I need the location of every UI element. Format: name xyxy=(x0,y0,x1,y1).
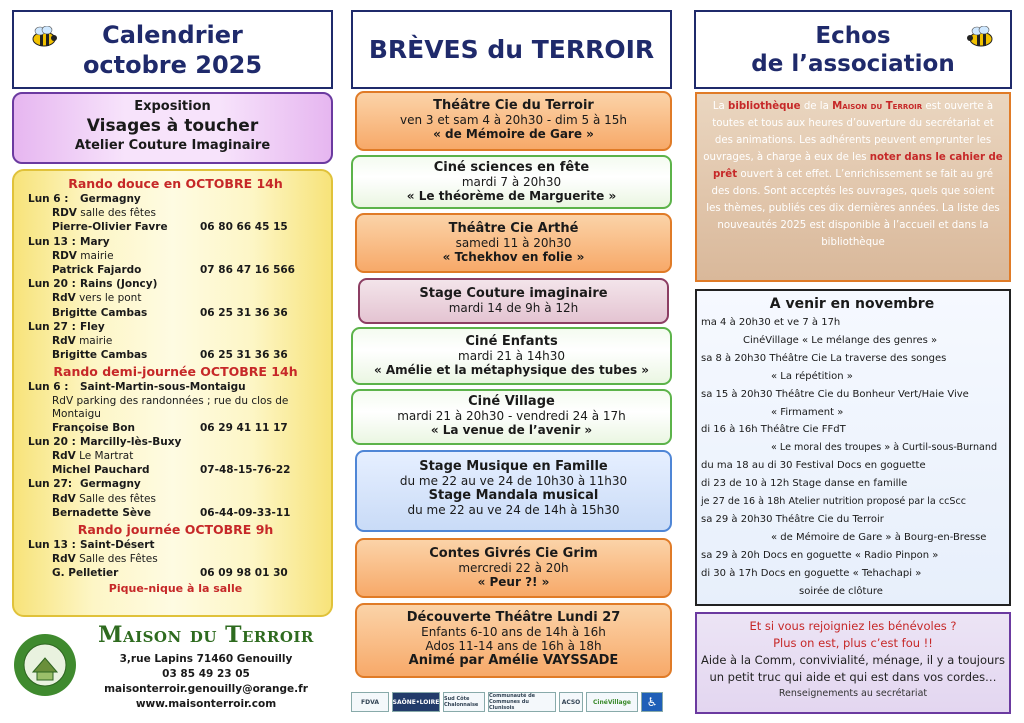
calendar-title-box xyxy=(12,10,333,89)
event-title: Stage Musique en Famille xyxy=(419,459,608,474)
entry-person: Patrick Fajardo xyxy=(52,264,142,277)
entry-day: Lun 20 : xyxy=(28,278,76,291)
entry-person: Bernadette Sève xyxy=(52,506,151,519)
bib-text-4: ouvert à cet effet. L’enrichissement se fait au gré des dons. Sont acceptés les ouvrages, quels que soient les thèmes, publiés ces dix dernières années. La liste des nouveautés 2025 est disponible à l’accueil et dans la bibliothèque xyxy=(706,169,1000,248)
entry-place: Germagny xyxy=(80,478,141,491)
entry-rdv-key: RDV xyxy=(52,207,77,220)
sud-cote-logo: Sud Côte Chalonnaise xyxy=(443,692,485,712)
venir-line: sa 8 à 20h30 Théâtre Cie La traverse des songes xyxy=(701,352,947,364)
rando-douce-heading: Rando douce en OCTOBRE 14h xyxy=(68,176,283,191)
rando-entry xyxy=(28,538,323,581)
expo-title: Visages à toucher xyxy=(86,116,259,136)
a-venir-heading: A venir en novembre xyxy=(769,296,935,312)
entry-rdv: mairie xyxy=(80,249,114,262)
event-subtitle: « de Mémoire de Gare » xyxy=(433,127,594,141)
echos-title-line1: Echos xyxy=(815,23,891,49)
maison-website[interactable]: www.maisonterroir.com xyxy=(135,698,277,710)
event-title: Ciné Village xyxy=(468,394,555,409)
event-date: mercredi 22 à 20h xyxy=(458,561,569,575)
event-subtitle: « Amélie et la métaphysique des tubes » xyxy=(373,363,650,377)
breves-title: BRÈVES du TERROIR xyxy=(368,34,655,64)
entry-phone: 06 09 98 01 30 xyxy=(200,567,288,580)
rando-entry xyxy=(28,235,323,278)
rando-demi-list xyxy=(28,380,323,520)
venir-line: sa 29 à 20h30 Théâtre Cie du Terroir xyxy=(701,513,884,525)
entry-phone: 07 86 47 16 566 xyxy=(200,264,295,277)
entry-day: Lun 27: xyxy=(28,478,73,491)
venir-line: sa 15 à 20h30 Théâtre Cie du Bonheur Vert/Haie Vive xyxy=(701,388,969,400)
calendar-title-line2: octobre 2025 xyxy=(82,51,263,79)
expo-subtitle: Atelier Couture Imaginaire xyxy=(74,138,271,153)
entry-rdv: salle des fêtes xyxy=(80,207,156,220)
benev-line3: Aide à la Comm, convivialité, ménage, il y a toujours xyxy=(700,653,1006,667)
maison-logo xyxy=(12,632,78,698)
event-title-2: Stage Mandala musical xyxy=(428,488,599,503)
event-cine-village xyxy=(351,389,672,445)
bib-text-2: de la xyxy=(800,101,833,112)
venir-line: « Firmament » xyxy=(771,406,844,418)
entry-phone: 06 29 41 11 17 xyxy=(200,421,288,434)
fdva-logo: FDVA xyxy=(351,692,389,712)
entry-phone: 06 25 31 36 36 xyxy=(200,349,288,362)
maison-email[interactable]: maisonterroir.genouilly@orange.fr xyxy=(104,683,308,695)
event-title: Théâtre Cie Arthé xyxy=(448,221,579,236)
entry-place: Fley xyxy=(80,320,105,333)
event-contes-givres xyxy=(355,538,672,598)
entry-place: Germagny xyxy=(80,193,141,205)
rando-entry xyxy=(28,192,323,235)
venir-line: soirée de clôture xyxy=(799,585,883,597)
entry-day: Lun 6 : xyxy=(28,381,69,394)
benevoles-box xyxy=(695,612,1011,714)
entry-rdv-key: RdV xyxy=(52,450,76,463)
event-date: samedi 11 à 20h30 xyxy=(455,236,572,250)
bib-bold-2: Maison du Terroir xyxy=(832,101,923,112)
venir-line: du ma 18 au di 30 Festival Docs en goguette xyxy=(701,460,926,472)
venir-line: ma 4 à 20h30 et ve 7 à 17h xyxy=(701,317,841,328)
entry-day: Lun 6 : xyxy=(28,193,69,205)
event-subtitle: « Peur ?! » xyxy=(477,575,550,589)
event-cine-enfants xyxy=(351,327,672,385)
entry-rdv: vers le pont xyxy=(79,292,142,305)
event-date: Enfants 6-10 ans de 14h à 16h xyxy=(421,625,606,639)
entry-rdv-key: RdV xyxy=(52,292,76,305)
picnic-note: Pique-nique à la salle xyxy=(108,581,243,595)
entry-place: Saint-Martin-sous-Montaigu xyxy=(80,381,246,394)
event-title: Ciné Enfants xyxy=(465,334,558,349)
event-title: Stage Couture imaginaire xyxy=(419,286,608,301)
entry-rdv: parking des randonnées ; rue du clos de Montaigu xyxy=(52,394,289,420)
event-animator: Animé par Amélie VAYSSADE xyxy=(408,653,619,668)
venir-line: sa 29 à 20h Docs en goguette « Radio Pinpon » xyxy=(701,549,939,561)
event-subtitle: « Le théorème de Marguerite » xyxy=(406,189,617,203)
benev-line2: Plus on est, plus c’est fou !! xyxy=(773,636,933,650)
entry-rdv-key: RdV xyxy=(52,553,76,566)
venir-line: « de Mémoire de Gare » à Bourg-en-Bresse xyxy=(771,531,987,543)
event-date-2: du me 22 au ve 24 de 14h à 15h30 xyxy=(407,503,620,517)
venir-line: « La répétition » xyxy=(771,370,853,382)
acso-logo: ACSO xyxy=(559,692,583,712)
entry-place: Rains (Joncy) xyxy=(80,278,158,291)
bibliotheque-box xyxy=(695,92,1011,282)
entry-place: Marcilly-lès-Buxy xyxy=(80,435,182,448)
venir-line: di 23 de 10 à 12h Stage danse en famille xyxy=(701,478,908,490)
rando-douce-list xyxy=(28,192,323,362)
saone-loire-logo: SAÔNE•LOIRE xyxy=(392,692,440,712)
rando-entry xyxy=(28,477,323,520)
entry-person: G. Pelletier xyxy=(52,567,119,580)
maison-name: Maison du Terroir xyxy=(98,622,314,648)
event-stage-musique xyxy=(355,450,672,532)
entry-place: Saint-Désert xyxy=(80,539,155,552)
event-date: mardi 21 à 14h30 xyxy=(458,349,565,363)
benev-line4: un petit truc qui aide et qui est dans vos cordes… xyxy=(709,670,997,684)
event-title: Contes Givrés Cie Grim xyxy=(429,546,598,561)
event-date: mardi 21 à 20h30 - vendredi 24 à 17h xyxy=(397,409,626,423)
venir-line: di 16 à 16h Théâtre Cie FFdT xyxy=(701,424,846,436)
venir-line: « Le moral des troupes » à Curtil-sous-Burnand xyxy=(771,442,998,454)
entry-rdv: Salle des fêtes xyxy=(79,492,156,505)
rando-entry xyxy=(28,380,323,434)
event-stage-couture xyxy=(358,278,669,324)
event-cine-sciences xyxy=(351,155,672,209)
event-date: mardi 7 à 20h30 xyxy=(461,175,562,189)
partner-logos xyxy=(351,690,672,714)
event-subtitle: « Tchekhov en folie » xyxy=(442,250,585,264)
event-title: Découverte Théâtre Lundi 27 xyxy=(406,610,621,625)
entry-rdv: Salle des Fêtes xyxy=(79,553,158,566)
entry-person: Brigitte Cambas xyxy=(52,349,148,362)
entry-place: Mary xyxy=(80,235,110,248)
bib-text-3: est ouverte à toutes et tous aux heures d’ouverture du secrétariat et des animations. Les adhérents peuvent emprunter les ouvrages, à charge à eux de les xyxy=(703,101,994,163)
rando-journee-heading: Rando journée OCTOBRE 9h xyxy=(77,522,274,538)
bee-icon xyxy=(966,26,996,48)
maison-address: 3,rue Lapins 71460 Genouilly xyxy=(119,653,293,665)
bib-bold-1: bibliothèque xyxy=(728,101,801,112)
entry-person: Michel Pauchard xyxy=(52,464,150,477)
event-title: Théâtre Cie du Terroir xyxy=(433,98,594,113)
event-title: Ciné sciences en fête xyxy=(433,160,590,175)
entry-rdv: Le Martrat xyxy=(79,450,134,463)
entry-day: Lun 27 : xyxy=(28,320,76,333)
bee-icon xyxy=(28,26,58,48)
entry-person: Françoise Bon xyxy=(52,421,135,434)
echos-title-box xyxy=(694,10,1012,89)
a-venir-box xyxy=(695,289,1011,606)
bib-bold-3: noter dans le cahier de prêt xyxy=(712,152,1003,180)
exposition-box xyxy=(12,92,333,164)
benev-line1: Et si vous rejoigniez les bénévoles ? xyxy=(749,619,957,633)
entry-day: Lun 13 : xyxy=(28,235,76,248)
entry-phone: 07-48-15-76-22 xyxy=(200,464,291,477)
entry-person: Pierre-Olivier Favre xyxy=(52,221,168,234)
bib-text-1: La xyxy=(712,101,729,112)
entry-phone: 06-44-09-33-11 xyxy=(200,506,291,519)
rando-demi-heading: Rando demi-journée OCTOBRE 14h xyxy=(53,364,298,380)
communaute-logo: Communauté de Communes du Clunisois xyxy=(488,692,556,712)
entry-person: Brigitte Cambas xyxy=(52,306,148,319)
echos-title-line2: de l’association xyxy=(751,51,955,77)
maison-phone: 03 85 49 23 05 xyxy=(162,668,250,680)
entry-rdv-key: RdV xyxy=(52,394,74,407)
event-date: ven 3 et sam 4 à 20h30 - dim 5 à 15h xyxy=(399,113,628,127)
entry-rdv-key: RDV xyxy=(52,249,77,262)
venir-line: di 30 à 17h Docs en goguette « Tehachapi » xyxy=(701,567,922,579)
entry-day: Lun 20 : xyxy=(28,435,76,448)
entry-rdv-key: RdV xyxy=(52,335,76,348)
entry-phone: 06 80 66 45 15 xyxy=(200,221,288,234)
event-date-2: Ados 11-14 ans de 16h à 18h xyxy=(425,639,602,653)
entry-rdv: mairie xyxy=(79,335,113,348)
rando-entry xyxy=(28,435,323,478)
entry-phone: 06 25 31 36 36 xyxy=(200,306,288,319)
rando-entry xyxy=(28,277,323,320)
benev-line5: Renseignements au secrétariat xyxy=(778,688,928,699)
entry-day: Lun 13 : xyxy=(28,539,76,552)
entry-rdv-key: RdV xyxy=(52,492,76,505)
event-date: du me 22 au ve 24 de 10h30 à 11h30 xyxy=(399,474,628,488)
accessibility-icon: ♿ xyxy=(641,692,663,712)
event-subtitle: « La venue de l’avenir » xyxy=(430,423,593,437)
event-decouverte-theatre xyxy=(355,603,672,678)
rando-box xyxy=(12,169,333,617)
calendar-title-line1: Calendrier xyxy=(102,21,243,49)
expo-label: Exposition xyxy=(134,99,211,114)
event-theatre-arthe xyxy=(355,213,672,273)
venir-line: je 27 de 16 à 18h Atelier nutrition proposé par la ccScc xyxy=(701,496,967,508)
rando-entry xyxy=(28,320,323,363)
event-date: mardi 14 de 9h à 12h xyxy=(448,301,579,315)
breves-title-box xyxy=(351,10,672,89)
event-theatre-terroir xyxy=(355,91,672,151)
venir-line: CinéVillage « Le mélange des genres » xyxy=(743,334,938,346)
cinevillage-logo: CinéVillage xyxy=(586,692,638,712)
